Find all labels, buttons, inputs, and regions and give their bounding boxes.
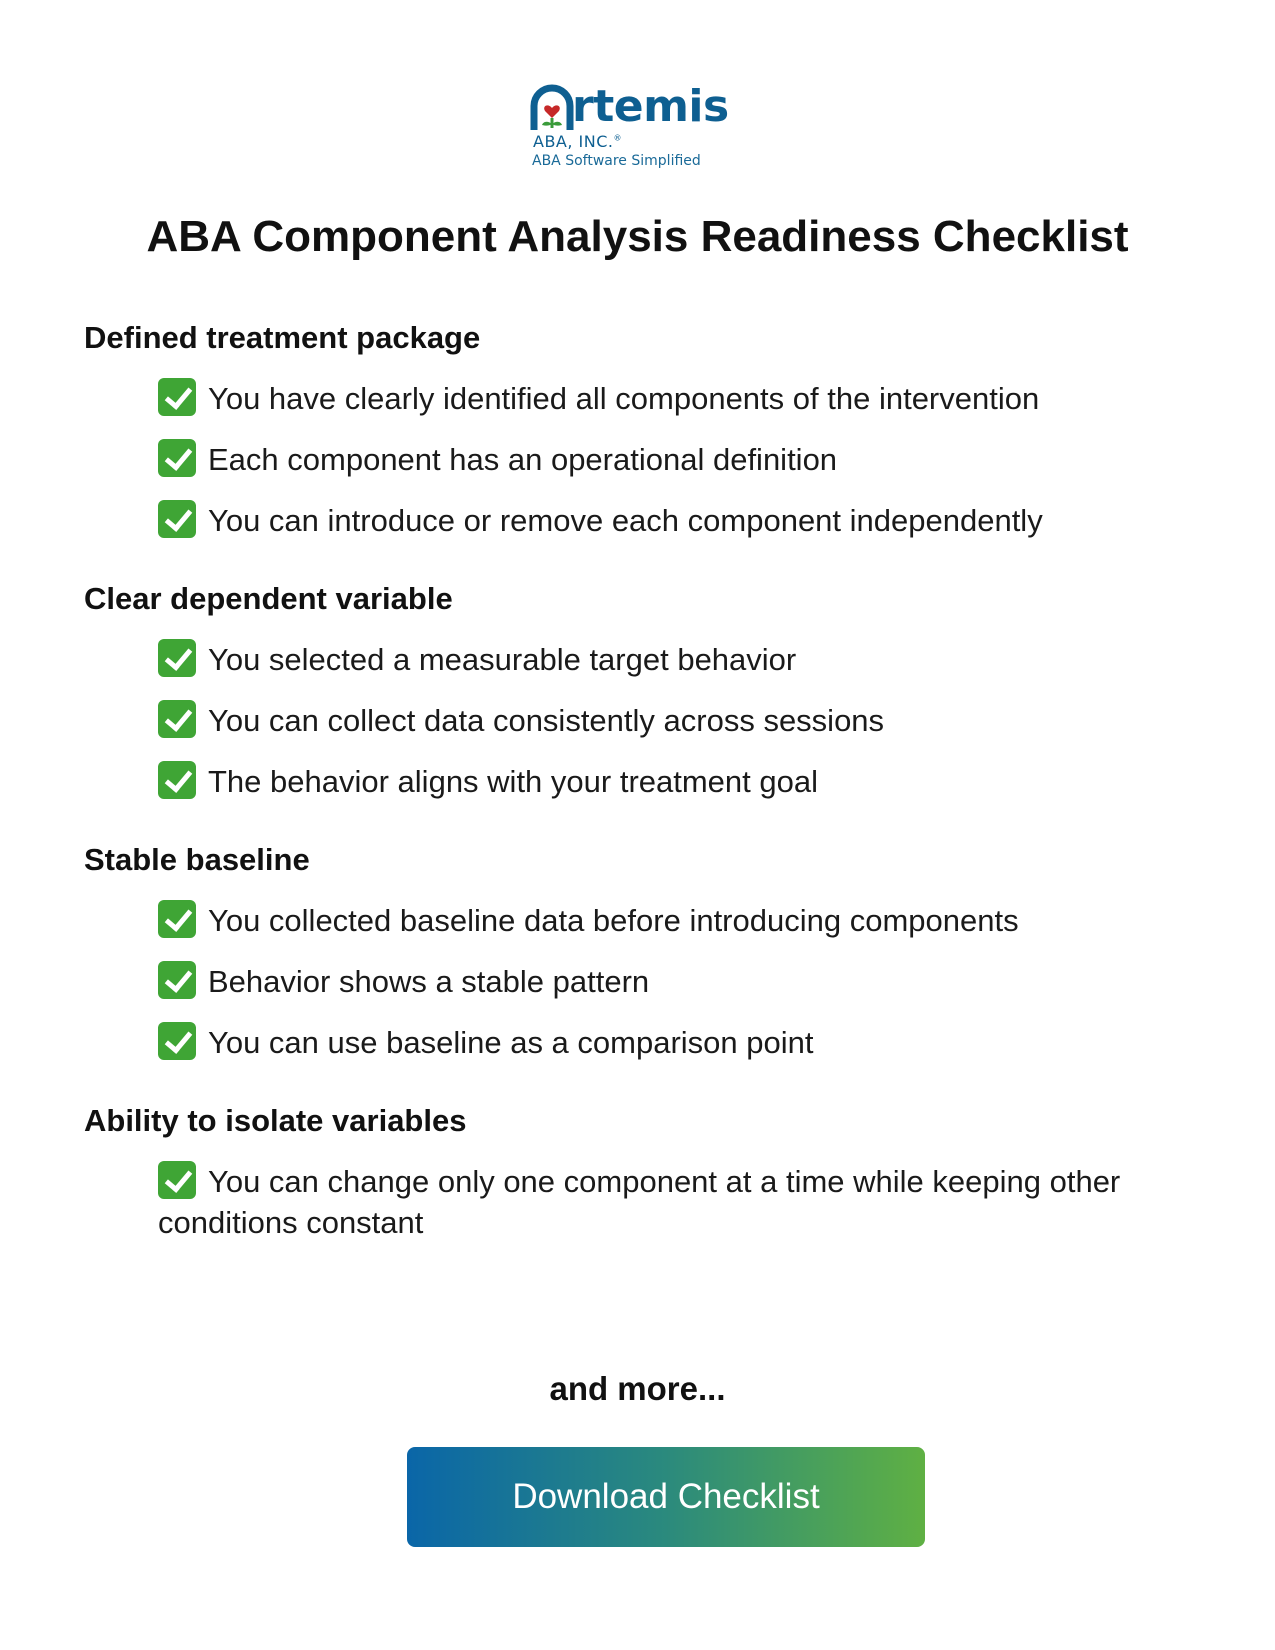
and-more-text: and more...	[549, 1370, 726, 1407]
section-heading: Clear dependent variable	[84, 581, 453, 616]
page-title: ABA Component Analysis Readiness Checklist	[146, 212, 1129, 261]
checklist-item	[158, 761, 1204, 802]
logo-wordmark	[530, 80, 729, 130]
checklist	[84, 318, 1204, 1281]
registered-mark: ®	[613, 133, 622, 143]
logo-name: rtemis	[572, 81, 729, 132]
checklist-item	[158, 961, 1204, 1002]
logo-tagline: ABA Software Simplified	[532, 153, 701, 169]
download-checklist-button[interactable]: Download Checklist	[407, 1447, 925, 1547]
checklist-item-text: Behavior shows a stable pattern	[208, 964, 650, 999]
check-mark-button-icon	[158, 439, 196, 477]
check-mark-button-icon	[158, 700, 196, 738]
section-stable-baseline	[84, 840, 1204, 1063]
logo-company	[533, 132, 622, 151]
artemis-logo	[530, 80, 750, 180]
check-mark-button-icon	[158, 500, 196, 538]
check-mark-button-icon	[158, 761, 196, 799]
checklist-item	[158, 1022, 1204, 1063]
checklist-item-text: You collected baseline data before introducing components	[208, 903, 1019, 938]
section-heading: Stable baseline	[84, 842, 310, 877]
checklist-item-text: You can collect data consistently across sessions	[208, 703, 885, 738]
checklist-item	[158, 700, 1204, 741]
checklist-item-text: You can use baseline as a comparison point	[208, 1025, 814, 1060]
checklist-item	[158, 439, 1204, 480]
checklist-item	[158, 378, 1204, 419]
checklist-item	[158, 1161, 1204, 1243]
checklist-item	[158, 639, 1204, 680]
section-ability-to-isolate-variables	[84, 1101, 1204, 1243]
section-defined-treatment-package	[84, 318, 1204, 541]
section-clear-dependent-variable	[84, 579, 1204, 802]
check-mark-button-icon	[158, 1161, 196, 1199]
check-mark-button-icon	[158, 961, 196, 999]
checklist-item-text: You can change only one component at a time while keeping other conditions constant	[158, 1164, 1121, 1240]
checklist-item-text: The behavior aligns with your treatment goal	[208, 764, 818, 799]
logo-company-text: ABA, INC.	[533, 132, 614, 151]
checklist-item-text: You selected a measurable target behavior	[208, 642, 797, 677]
check-mark-button-icon	[158, 639, 196, 677]
check-mark-button-icon	[158, 1022, 196, 1060]
section-heading: Ability to isolate variables	[84, 1103, 467, 1138]
checklist-item-text: You have clearly identified all components of the intervention	[208, 381, 1040, 416]
logo-a-arch-icon	[530, 84, 574, 130]
checklist-item	[158, 900, 1204, 941]
checklist-item	[158, 500, 1204, 541]
checklist-item-text: Each component has an operational definition	[208, 442, 838, 477]
check-mark-button-icon	[158, 378, 196, 416]
section-heading: Defined treatment package	[84, 320, 481, 355]
checklist-item-text: You can introduce or remove each component independently	[208, 503, 1043, 538]
check-mark-button-icon	[158, 900, 196, 938]
